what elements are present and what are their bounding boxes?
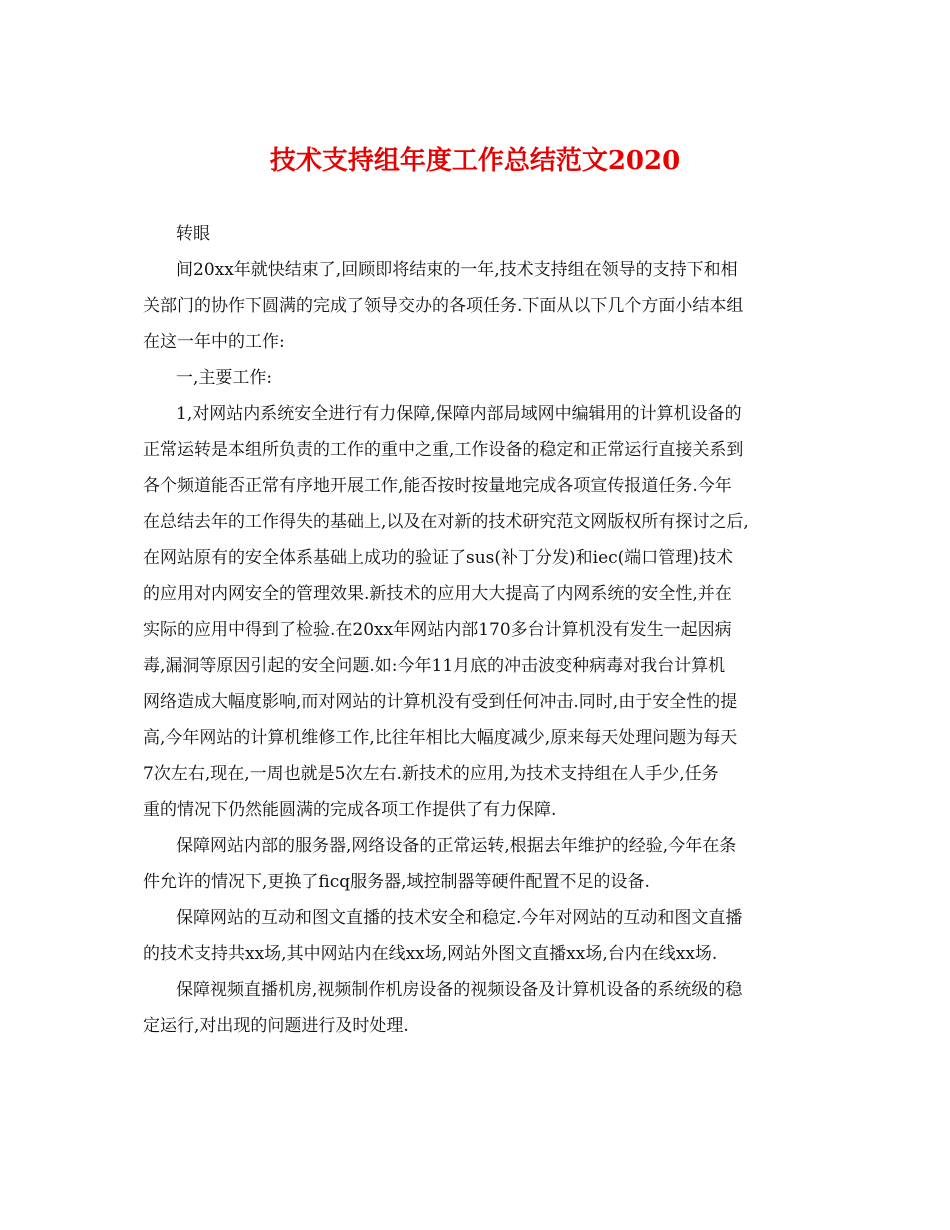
text-line: 的技术支持共xx场,其中网站内在线xx场,网站外图文直播xx场,台内在线xx场. bbox=[143, 944, 718, 964]
text-line: 一,主要工作: bbox=[176, 368, 273, 388]
text-line: 转眼 bbox=[176, 224, 210, 244]
text-line: 关部门的协作下圆满的完成了领导交办的各项任务.下面从以下几个方面小结本组 bbox=[143, 296, 744, 316]
text-line: 保障网站的互动和图文直播的技术安全和稳定.今年对网站的互动和图文直播 bbox=[176, 908, 743, 928]
text-line: 1,对网站内系统安全进行有力保障,保障内部局域网中编辑用的计算机设备的 bbox=[176, 404, 742, 424]
text-line: 在这一年中的工作: bbox=[143, 332, 285, 352]
text-line: 网络造成大幅度影响,而对网站的计算机没有受到任何冲击.同时,由于安全性的提 bbox=[143, 692, 738, 712]
text-line: 正常运转是本组所负责的工作的重中之重,工作设备的稳定和正常运行直接关系到 bbox=[143, 440, 744, 460]
text-line: 定运行,对出现的问题进行及时处理. bbox=[143, 1016, 409, 1036]
text-line: 间20xx年就快结束了,回顾即将结束的一年,技术支持组在领导的支持下和相 bbox=[176, 260, 738, 280]
page-title: 技术支持组年度工作总结范文2020 bbox=[269, 146, 681, 176]
text-line: 各个频道能否正常有序地开展工作,能否按时按量地完成各项宣传报道任务.今年 bbox=[143, 476, 732, 496]
text-line: 重的情况下仍然能圆满的完成各项工作提供了有力保障. bbox=[143, 800, 557, 820]
text-line: 高,今年网站的计算机维修工作,比往年相比大幅度减少,原来每天处理问题为每天 bbox=[143, 728, 738, 748]
text-line: 毒,漏洞等原因引起的安全问题.如:今年11月底的冲击波变种病毒对我台计算机 bbox=[143, 656, 726, 676]
text-line: 保障网站内部的服务器,网络设备的正常运转,根据去年维护的经验,今年在条 bbox=[176, 836, 737, 856]
text-line: 7次左右,现在,一周也就是5次左右.新技术的应用,为技术支持组在人手少,任务 bbox=[143, 764, 719, 784]
text-line: 件允许的情况下,更换了ficq服务器,域控制器等硬件配置不足的设备. bbox=[143, 872, 650, 892]
text-line: 实际的应用中得到了检验.在20xx年网站内部170多台计算机没有发生一起因病 bbox=[143, 620, 732, 640]
document-body bbox=[143, 216, 803, 1044]
text-line: 保障视频直播机房,视频制作机房设备的视频设备及计算机设备的系统级的稳 bbox=[176, 980, 743, 1000]
text-line: 在网站原有的安全体系基础上成功的验证了sus(补丁分发)和iec(端口管理)技术 bbox=[143, 548, 733, 568]
text-line: 的应用对内网安全的管理效果.新技术的应用大大提高了内网系统的安全性,并在 bbox=[143, 584, 732, 604]
text-line: 在总结去年的工作得失的基础上,以及在对新的技术研究范文网版权所有探讨之后, bbox=[143, 512, 749, 532]
